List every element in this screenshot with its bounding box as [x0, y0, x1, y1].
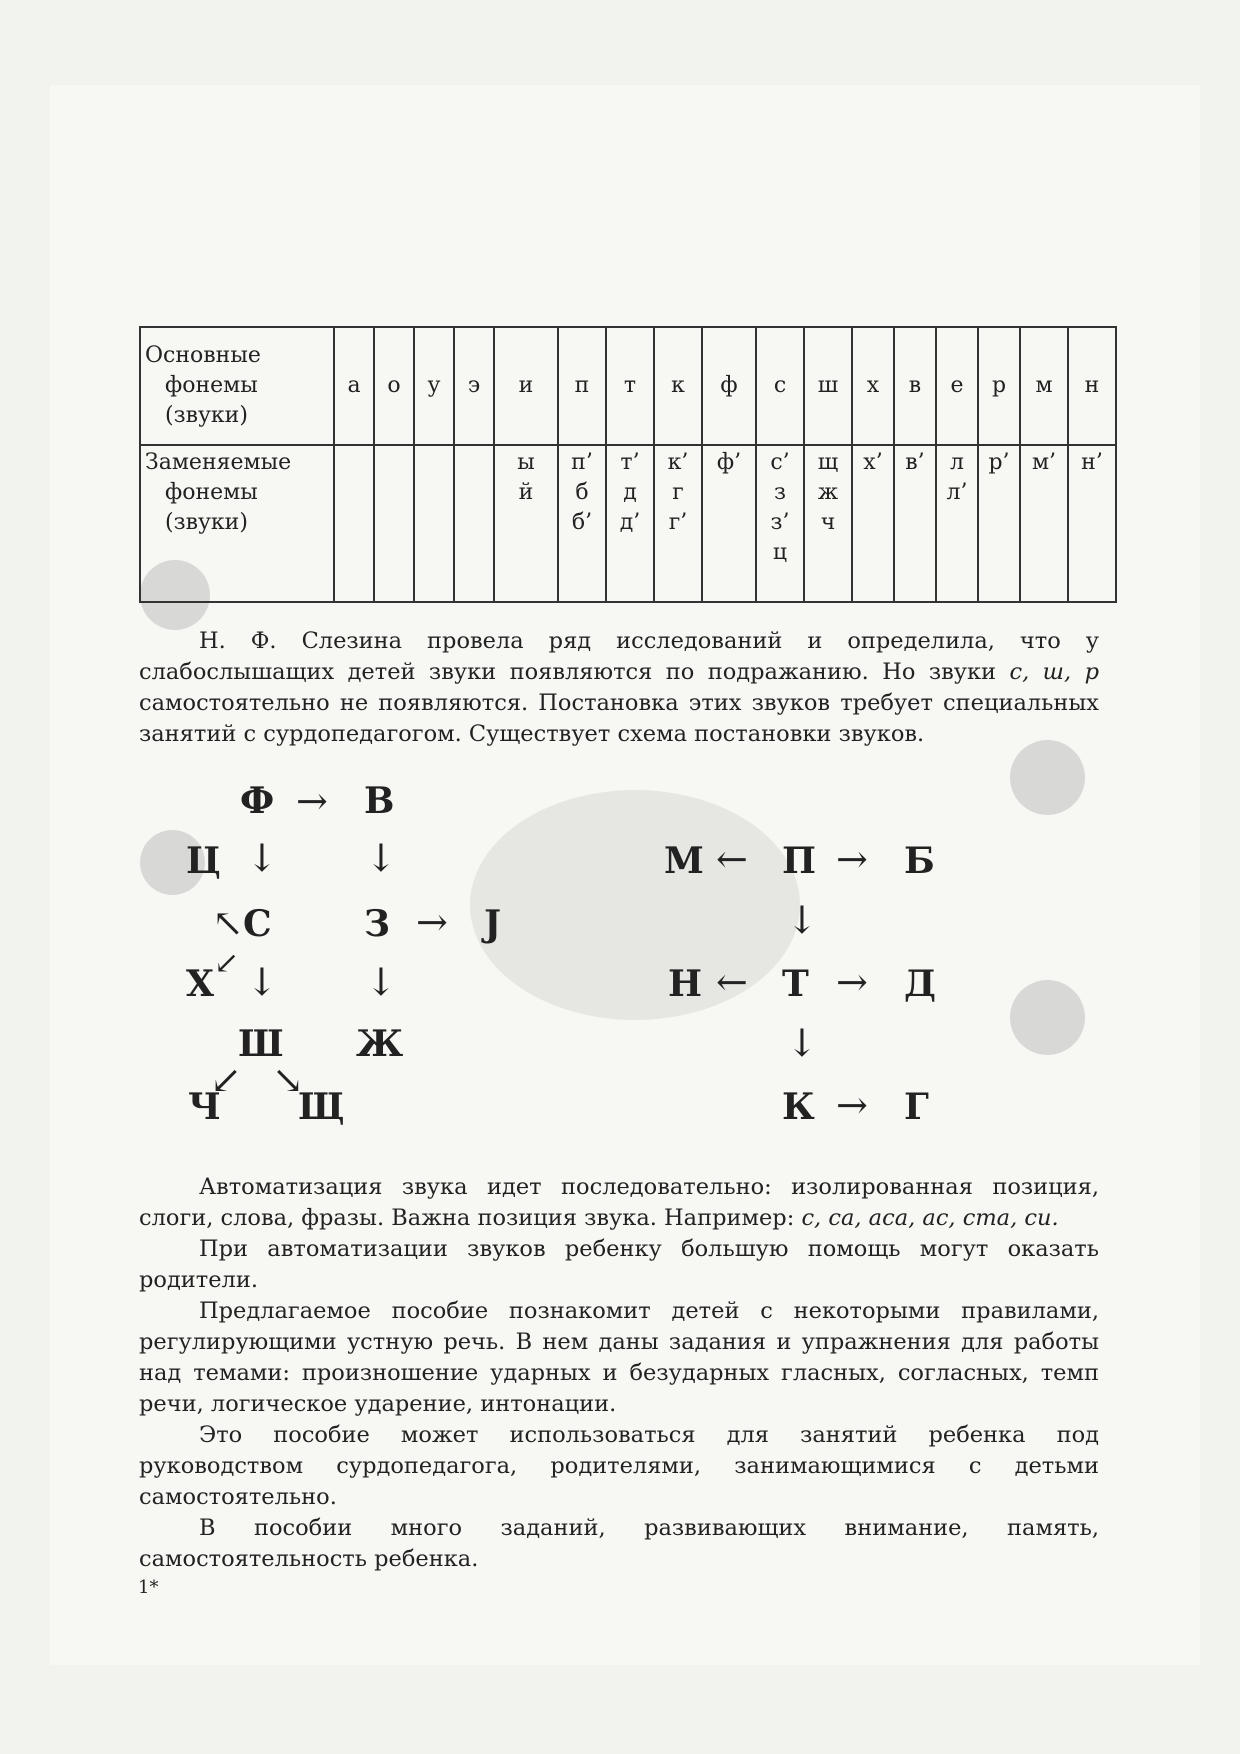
table-cell: е: [936, 327, 978, 445]
table-cell: ш: [804, 327, 852, 445]
scheme-letter-m: М: [664, 840, 704, 882]
table-row: [140, 445, 1116, 602]
row-header-replaced: Заменяемые фонемы (звуки): [140, 445, 334, 602]
scheme-letter-j: J: [484, 903, 502, 945]
automation-paragraph: Автоматизация звука идет последовательно: изолированная позиция, слоги, слова, фразы. Важна позиция звука. Например: с, са, аса, ас, ста, си.: [139, 1174, 1099, 1231]
scheme-letter-v: В: [364, 780, 395, 822]
scheme-letter-kh: Х: [186, 963, 214, 1005]
table-cell: с’ з з’ ц: [756, 445, 804, 602]
scheme-letter-s: С: [243, 903, 272, 945]
arrow-down-right-icon: ↘: [272, 1058, 304, 1102]
table-cell: л л’: [936, 445, 978, 602]
arrow-left-icon: ←: [716, 960, 748, 1004]
arrow-down-icon: ↓: [786, 1021, 818, 1065]
table-cell: м’: [1020, 445, 1068, 602]
table-cell: р’: [978, 445, 1020, 602]
arrow-down-icon: ↓: [365, 836, 397, 880]
arrow-down-left-icon: ↙: [214, 946, 240, 981]
table-cell: х: [852, 327, 894, 445]
table-cell: ф’: [702, 445, 756, 602]
scheme-letter-d: Д: [904, 963, 937, 1005]
bleed-circle: [1010, 740, 1085, 815]
body-text: [139, 1172, 1099, 1575]
table-cell: н’: [1068, 445, 1116, 602]
scheme-letter-z: З: [364, 903, 390, 945]
table-cell: [374, 445, 414, 602]
scheme-letter-ch: Ч: [188, 1086, 221, 1128]
table-cell: [454, 445, 494, 602]
table-cell: щ ж ч: [804, 445, 852, 602]
table-cell: р: [978, 327, 1020, 445]
arrow-right-icon: →: [836, 1083, 868, 1127]
tasks-paragraph: В пособии много заданий, развивающих внимание, память, самостоятельность ребенка.: [139, 1515, 1099, 1572]
table-cell: о: [374, 327, 414, 445]
table-cell: у: [414, 327, 454, 445]
table-cell: и: [494, 327, 558, 445]
table-cell: т: [606, 327, 654, 445]
table-cell: н: [1068, 327, 1116, 445]
row-header-basic: Основные фонемы (звуки): [140, 327, 334, 445]
table-cell: [334, 445, 374, 602]
arrow-up-left-icon: ↖: [212, 901, 244, 945]
table-cell: ф: [702, 327, 756, 445]
table-cell: к: [654, 327, 702, 445]
arrow-down-icon: ↓: [246, 836, 278, 880]
scheme-letter-p: П: [782, 840, 816, 882]
table-cell: х’: [852, 445, 894, 602]
arrow-down-left-icon: ↙: [210, 1058, 242, 1102]
intro-paragraph: Н. Ф. Слезина провела ряд исследований и определила, что у слабослышащих детей звуки появляются по подражанию. Но звуки с, ш, р самостоятельно не появляются. Постановка этих звуков требует специальных занятий с сурдопедагогом. Существует схема постановки звуков.: [139, 628, 1099, 747]
arrow-down-icon: ↓: [786, 898, 818, 942]
usage-paragraph: Это пособие может использоваться для занятий ребенка под руководством сурдопедагога, родителями, занимающимися с детьми самостоятельно.: [139, 1422, 1099, 1510]
table-row: [140, 327, 1116, 445]
table-cell: [414, 445, 454, 602]
table-cell: в’: [894, 445, 936, 602]
arrow-left-icon: ←: [716, 837, 748, 881]
manual-paragraph: Предлагаемое пособие познакомит детей с некоторыми правилами, регулирующими устную речь. В нем даны задания и упражнения для работы над темами: произношение ударных и безударных гласных, согласных, темп речи, логическое ударение, интонации.: [139, 1298, 1099, 1417]
scheme-letter-ts: Ц: [186, 840, 221, 882]
table-cell: в: [894, 327, 936, 445]
table-cell: а: [334, 327, 374, 445]
table-cell: т’ д д’: [606, 445, 654, 602]
arrow-right-icon: →: [836, 960, 868, 1004]
intro-text: [139, 626, 1099, 750]
table-cell: к’ г г’: [654, 445, 702, 602]
arrow-right-icon: →: [416, 900, 448, 944]
bleed-circle: [1010, 980, 1085, 1055]
table-cell: ы й: [494, 445, 558, 602]
scheme-letter-zh: Ж: [356, 1023, 404, 1065]
scheme-letter-shch: Щ: [298, 1086, 345, 1128]
scheme-letter-f: Ф: [240, 780, 275, 822]
table-cell: м: [1020, 327, 1068, 445]
table-cell: с: [756, 327, 804, 445]
scheme-letter-b: Б: [904, 840, 935, 882]
arrow-down-icon: ↓: [246, 960, 278, 1004]
table-cell: э: [454, 327, 494, 445]
bleed-picture: [470, 790, 800, 1020]
scheme-letter-t: Т: [782, 963, 809, 1005]
scheme-letter-g: Г: [904, 1086, 929, 1128]
scheme-letter-n: Н: [668, 963, 703, 1005]
parents-paragraph: При автоматизации звуков ребенку большую помощь могут оказать родители.: [139, 1236, 1099, 1293]
table-cell: п: [558, 327, 606, 445]
phoneme-table: [139, 326, 1117, 603]
arrow-right-icon: →: [836, 837, 868, 881]
arrow-down-icon: ↓: [365, 960, 397, 1004]
scheme-letter-sh: Ш: [238, 1023, 284, 1065]
page-number: 1*: [138, 1577, 159, 1598]
table-cell: п’ б б’: [558, 445, 606, 602]
scheme-letter-k: К: [782, 1086, 815, 1128]
arrow-right-icon: →: [296, 779, 328, 823]
